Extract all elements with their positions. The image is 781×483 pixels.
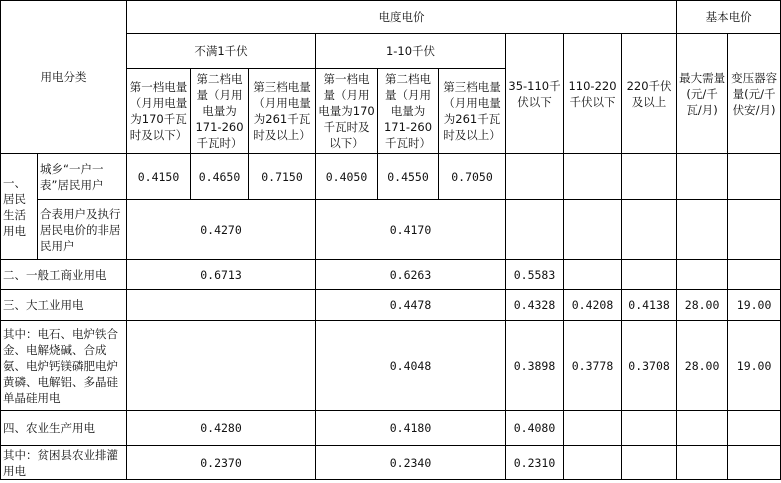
cell-urban-k10-t1: 0.4050 bbox=[316, 154, 378, 200]
header-basic-price: 基本电价 bbox=[677, 1, 781, 34]
header-u1-tier2: 第二档电量（月用电量为171-260千瓦时） bbox=[191, 69, 249, 154]
cell-combined-u1: 0.4270 bbox=[127, 200, 316, 260]
cell-special-k110: 0.3778 bbox=[564, 321, 622, 411]
header-under-1kv: 不满1千伏 bbox=[127, 34, 316, 69]
cell-special-k35: 0.3898 bbox=[506, 321, 564, 411]
empty-cell bbox=[622, 200, 677, 260]
cell-general-k35: 0.5583 bbox=[506, 260, 564, 290]
empty-cell bbox=[728, 260, 781, 290]
cell-general-k10: 0.6263 bbox=[316, 260, 506, 290]
row-large-industry-label: 三、大工业用电 bbox=[1, 290, 127, 321]
cell-large-max-demand: 28.00 bbox=[677, 290, 728, 321]
header-110-220kv: 110-220千伏以下 bbox=[564, 34, 622, 154]
header-category: 用电分类 bbox=[1, 1, 127, 154]
cell-combined-k10: 0.4170 bbox=[316, 200, 506, 260]
row-agri-poor-label: 其中：贫困县农业排灌用电 bbox=[1, 446, 127, 480]
empty-cell bbox=[677, 446, 728, 480]
header-energy-price: 电度电价 bbox=[127, 1, 677, 34]
row-general-commercial-label: 二、一般工商业用电 bbox=[1, 260, 127, 290]
cell-special-k220: 0.3708 bbox=[622, 321, 677, 411]
empty-cell bbox=[728, 154, 781, 200]
empty-cell bbox=[564, 411, 622, 446]
cell-large-k220: 0.4138 bbox=[622, 290, 677, 321]
row-combined-label: 合表用户及执行居民电价的非居民用户 bbox=[38, 200, 127, 260]
cell-special-max-demand: 28.00 bbox=[677, 321, 728, 411]
row-residential-group: 一、居民生活用电 bbox=[1, 154, 38, 260]
cell-large-k110: 0.4208 bbox=[564, 290, 622, 321]
cell-general-u1: 0.6713 bbox=[127, 260, 316, 290]
cell-urban-k10-t2: 0.4550 bbox=[378, 154, 439, 200]
header-k10-tier2: 第二档电量（月用电量为171-260千瓦时） bbox=[378, 69, 439, 154]
empty-cell bbox=[127, 290, 316, 321]
cell-poor-k35: 0.2310 bbox=[506, 446, 564, 480]
cell-large-k10: 0.4478 bbox=[316, 290, 506, 321]
row-agriculture-label: 四、农业生产用电 bbox=[1, 411, 127, 446]
header-1-10kv: 1-10千伏 bbox=[316, 34, 506, 69]
cell-large-capacity: 19.00 bbox=[728, 290, 781, 321]
header-35-110kv: 35-110千伏以下 bbox=[506, 34, 564, 154]
cell-urban-k10-t3: 0.7050 bbox=[439, 154, 506, 200]
empty-cell bbox=[506, 200, 564, 260]
cell-poor-k10: 0.2340 bbox=[316, 446, 506, 480]
header-k10-tier1: 第一档电量（月用电量为170千瓦时及以下） bbox=[316, 69, 378, 154]
empty-cell bbox=[622, 411, 677, 446]
cell-urban-u1-t2: 0.4650 bbox=[191, 154, 249, 200]
cell-agri-k35: 0.4080 bbox=[506, 411, 564, 446]
header-max-demand: 最大需量(元/千瓦/月) bbox=[677, 34, 728, 154]
cell-urban-u1-t3: 0.7150 bbox=[249, 154, 316, 200]
header-u1-tier1: 第一档电量（月用电量为170千瓦时及以下） bbox=[127, 69, 191, 154]
empty-cell bbox=[564, 154, 622, 200]
empty-cell bbox=[506, 154, 564, 200]
row-urban-rural-label: 城乡“一户一表”居民用户 bbox=[38, 154, 127, 200]
empty-cell bbox=[622, 446, 677, 480]
row-large-special-label: 其中：电石、电炉铁合金、电解烧碱、合成氨、电炉钙镁磷肥电炉黄磷、电解铝、多晶硅单晶硅用电 bbox=[1, 321, 127, 411]
empty-cell bbox=[677, 411, 728, 446]
empty-cell bbox=[622, 154, 677, 200]
header-k10-tier3: 第三档电量（月用电量为261千瓦时及以上） bbox=[439, 69, 506, 154]
empty-cell bbox=[564, 260, 622, 290]
cell-agri-u1: 0.4280 bbox=[127, 411, 316, 446]
empty-cell bbox=[677, 260, 728, 290]
header-u1-tier3: 第三档电量（月用电量为261千瓦时及以上） bbox=[249, 69, 316, 154]
cell-special-capacity: 19.00 bbox=[728, 321, 781, 411]
cell-poor-u1: 0.2370 bbox=[127, 446, 316, 480]
empty-cell bbox=[677, 200, 728, 260]
empty-cell bbox=[728, 411, 781, 446]
cell-agri-k10: 0.4180 bbox=[316, 411, 506, 446]
cell-urban-u1-t1: 0.4150 bbox=[127, 154, 191, 200]
empty-cell bbox=[677, 154, 728, 200]
empty-cell bbox=[728, 446, 781, 480]
cell-special-k10: 0.4048 bbox=[316, 321, 506, 411]
empty-cell bbox=[564, 200, 622, 260]
cell-large-k35: 0.4328 bbox=[506, 290, 564, 321]
empty-cell bbox=[564, 446, 622, 480]
header-220kv-up: 220千伏及以上 bbox=[622, 34, 677, 154]
empty-cell bbox=[728, 200, 781, 260]
empty-cell bbox=[622, 260, 677, 290]
header-transformer-capacity: 变压器容量(元/千伏安/月) bbox=[728, 34, 781, 154]
empty-cell bbox=[127, 321, 316, 411]
